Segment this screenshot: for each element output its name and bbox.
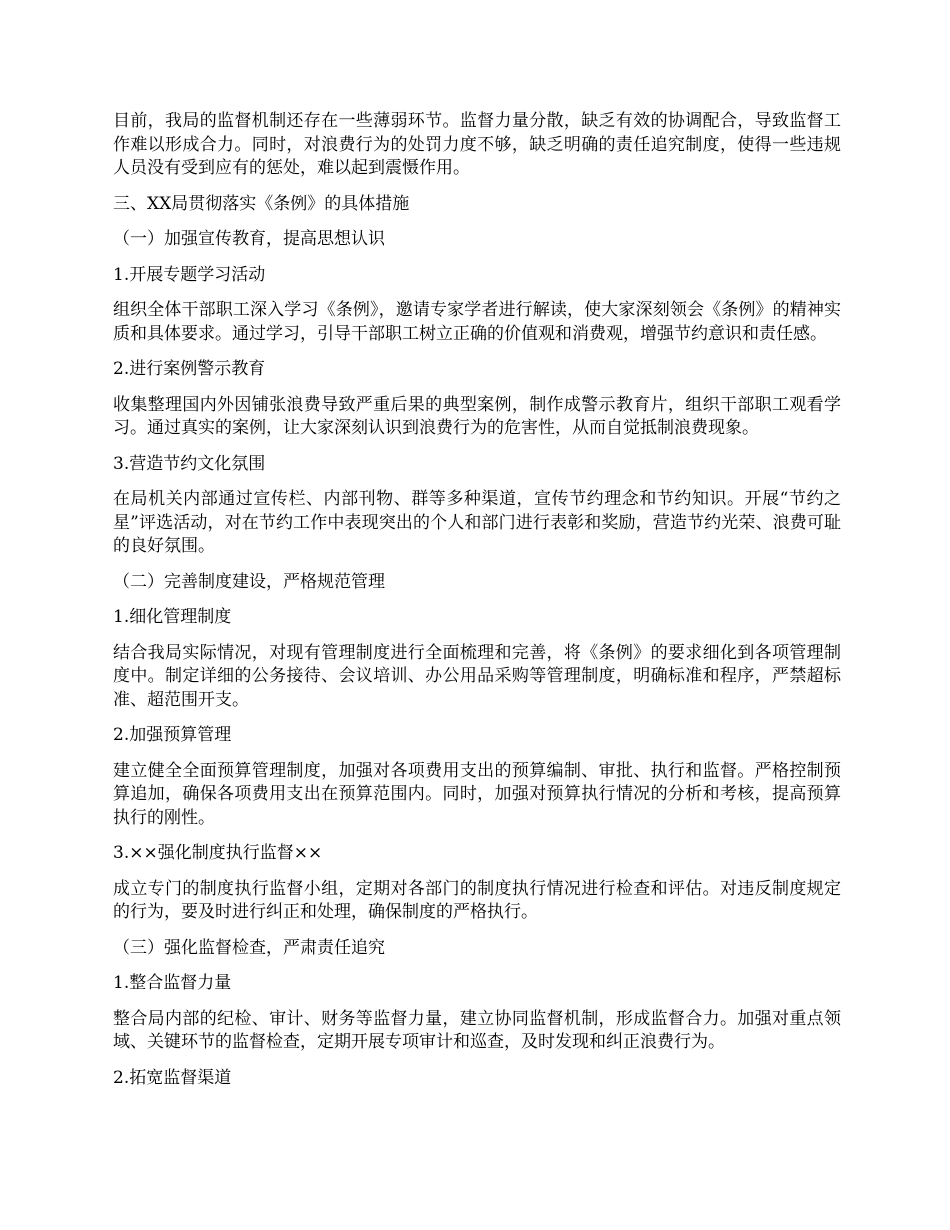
item-heading-enforcement: 3.××强化制度执行监督×× bbox=[113, 843, 323, 863]
subsection-heading-inspection: （三）强化监督检查，严肃责任追究 bbox=[113, 937, 385, 958]
paragraph-refine-rules: 结合我局实际情况，对现有管理制度进行全面梳理和完善，将《条例》的要求细化到各项管理制度中。制定详细的公务接待、会议培训、办公用品采购等管理制度，明确标准和程序，严禁超标准、超范围开支。 bbox=[113, 642, 841, 710]
paragraph-integrate: 整合局内部的纪检、审计、财务等监督力量，建立协同监督机制，形成监督合力。加强对重点领域、关键环节的监督检查，定期开展专项审计和巡查，及时发现和纠正浪费行为。 bbox=[113, 1008, 841, 1052]
subsection-heading-system: （二）完善制度建设，严格规范管理 bbox=[113, 571, 385, 592]
item-heading-case-education: 2.进行案例警示教育 bbox=[113, 359, 266, 379]
item-heading-study: 1.开展专题学习活动 bbox=[113, 264, 266, 285]
item-heading-culture: 3.营造节约文化氛围 bbox=[113, 453, 266, 474]
subsection-heading-publicity: （一）加强宣传教育，提高思想认识 bbox=[113, 229, 385, 249]
paragraph-supervision-weakness: 目前，我局的监督机制还存在一些薄弱环节。监督力量分散，缺乏有效的协调配合，导致监督工作难以形成合力。同时，对浪费行为的处罚力度不够，缺乏明确的责任追究制度，使得一些违规人员没有受到应有的惩处，难以起到震慑作用。 bbox=[113, 111, 841, 178]
paragraph-study: 组织全体干部职工深入学习《条例》，邀请专家学者进行解读，使大家深刻领会《条例》的精神实质和具体要求。通过学习，引导干部职工树立正确的价值观和消费观，增强节约意识和责任感。 bbox=[113, 300, 841, 344]
item-heading-channels: 2.拓宽监督渠道 bbox=[113, 1067, 232, 1088]
paragraph-culture: 在局机关内部通过宣传栏、内部刊物、群等多种渠道，宣传节约理念和节约知识。开展“节约之星”评选活动，对在节约工作中表现突出的个人和部门进行表彰和奖励，营造节约光荣、浪费可耻的良好氛围。 bbox=[113, 489, 841, 556]
paragraph-enforcement: 成立专门的制度执行监督小组，定期对各部门的制度执行情况进行检查和评估。对违反制度规定的行为，要及时进行纠正和处理，确保制度的严格执行。 bbox=[113, 878, 841, 922]
section-heading-measures: 三、XX局贯彻落实《条例》的具体措施 bbox=[113, 193, 410, 214]
item-heading-refine-rules: 1.细化管理制度 bbox=[113, 607, 232, 627]
paragraph-budget: 建立健全全面预算管理制度，加强对各项费用支出的预算编制、审批、执行和监督。严格控制预算追加，确保各项费用支出在预算范围内。同时，加强对预算执行情况的分析和考核，提高预算执行的刚性。 bbox=[113, 760, 841, 828]
item-heading-integrate: 1.整合监督力量 bbox=[113, 973, 232, 993]
paragraph-case-education: 收集整理国内外因铺张浪费导致严重后果的典型案例，制作成警示教育片，组织干部职工观看学习。通过真实的案例，让大家深刻认识到浪费行为的危害性，从而自觉抵制浪费现象。 bbox=[113, 394, 841, 438]
item-heading-budget: 2.加强预算管理 bbox=[113, 725, 232, 745]
document-page bbox=[113, 110, 841, 1102]
